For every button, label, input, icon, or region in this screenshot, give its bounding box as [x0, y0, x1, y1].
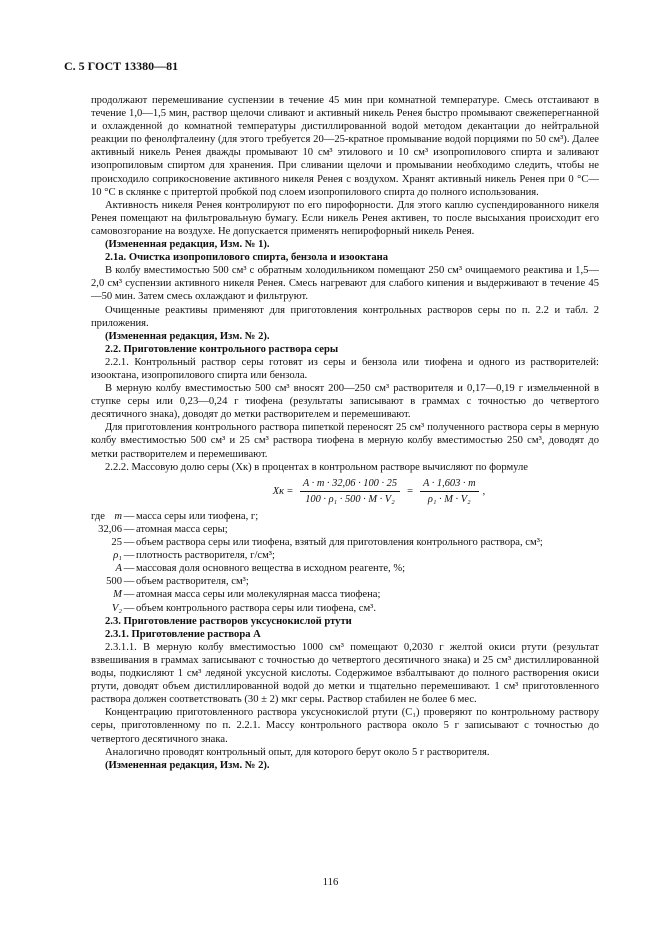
paragraph: Очищенные реактивы применяют для приготовления контрольных растворов серы по п. 2.2 и табл. 2 приложения. [91, 304, 599, 329]
definition-dash: — [123, 589, 135, 601]
definition-text: атомная масса серы или молекулярная масса тиофена; [136, 589, 381, 601]
formula-comma: , [482, 485, 486, 497]
paragraph: продолжают перемешивание суспензии в течение 45 мин при комнатной температуре. Смесь отстаивают в течение 1,0—1,5 мин, раствор щелочи сливают и активный никель Ренея быстро промывают свежеперегнанной и охлажденной до комнатной температуры дистиллированной водой методом декантации до нейтральной реакции по фенолфталеину (для этого требуется 20—25-кратное промывание водой порциями по 50 см³). Далее активный никель Ренея дважды промывают 10 см³ этилового и 10 см³ изопропилового спирта и заливают изопропиловым спиртом для хранения. При сливании щелочи и промывании необходимо следить, чтобы не происходило соприкосновение активного никеля Ренея с воздухом. Хранят активный никель Ренея при 0 °С—10 °С в склянке с притертой пробкой под слоем изопропилового спирта до полного использования. [91, 95, 599, 198]
formula-equals: = [287, 485, 293, 497]
definition-row [91, 536, 599, 549]
definition-symbol: 25 [111, 537, 122, 549]
document-body [91, 94, 599, 772]
definition-text: объем раствора серы или тиофена, взятый для приготовления контрольного раствора, см³; [136, 537, 543, 549]
definition-dash: — [123, 537, 135, 549]
definition-row [91, 602, 599, 615]
definition-dash: — [123, 563, 135, 575]
definition-row [91, 510, 599, 523]
edition-note: (Измененная редакция, Изм. № 1). [105, 239, 270, 251]
definition-symbol: 32,06 [98, 524, 122, 535]
paragraph: Для приготовления контрольного раствора пипеткой переносят 25 см³ полученного раствора серы в мерную колбу вместимостью 500 см³ и 25 см³ раствора тиофена в мерную колбу вместимостью 250 см³, доводят до метки растворителем и перемешивают. [91, 422, 599, 460]
paragraph: 2.2.2. Массовую долю серы (Xк) в процентах в контрольном растворе вычисляют по формуле [105, 461, 529, 473]
paragraph: В мерную колбу вместимостью 500 см³ вносят 200—250 см³ растворителя и 0,17—0,19 г измельченной в ступке серы или 0,23—0,24 г тиофена (результаты записывают в граммах с точностью до четвертого десятичного знака), доводят до метки растворителем и перемешивают. [91, 383, 599, 421]
section-heading: 2.2. Приготовление контрольного раствора серы [105, 343, 339, 355]
formula-numerator-1: A · m · 32,06 · 100 · 25 [300, 477, 400, 492]
definition-row [91, 588, 599, 601]
definition-symbol: m [114, 510, 122, 522]
definition-dash: — [123, 602, 135, 614]
section-heading: 2.3. Приготовление растворов уксуснокислой ртути [105, 615, 352, 627]
definition-dash: — [123, 524, 135, 535]
definition-dash: — [123, 550, 135, 562]
formula-numerator-2: A · 1,603 · m [420, 477, 479, 492]
definition-symbol: M [113, 589, 122, 601]
paragraph: Аналогично проводят контрольный опыт, для которого берут около 5 г растворителя. [105, 746, 490, 758]
definition-text: атомная масса серы; [136, 524, 228, 535]
definition-symbol: A [115, 563, 122, 575]
paragraph: 2.3.1.1. В мерную колбу вместимостью 1000 см³ помещают 0,2030 г желтой окиси ртути (результат взвешивания в граммах записывают с точностью до четвертого десятичного знака) и 25 см³ дистиллированной воды, подкисляют 1 см³ ледяной уксусной кислоты. Содержимое взбалтывают до полного растворения окиси ртути, доводят объем дистиллированной водой до метки и тщательно перемешивают. 1 см³ приготовленного раствора должен соответствовать (30 ± 2) мкг серы. Раствор стабилен не более 6 мес. [91, 641, 599, 706]
paragraph: 2.2.1. Контрольный раствор серы готовят из серы и бензола или тиофена и одного из растворителей: изооктана, изопропилового спирта или бензола. [91, 356, 599, 381]
definitions [91, 510, 599, 615]
paragraph: Активность никеля Ренея контролируют по его пирофорности. Для этого каплю суспендированного никеля Ренея помещают на фильтровальную бумагу. Если никель Ренея активен, то после высыхания происходит его самовозгорание на воздухе. Не допускается применять непирофорный никель Ренея. [91, 199, 599, 237]
formula-denominator-1: 100 · ρ₁ · 500 · M · V₂ [305, 493, 395, 505]
paragraph: В колбу вместимостью 500 см³ с обратным холодильником помещают 250 см³ очищаемого реактива и 1,5—2,0 см³ суспензии активного никеля Ренея. Смесь нагревают для слабого кипения и выдерживают в течение 45—50 мин. Затем смесь охлаждают и фильтруют. [91, 265, 599, 303]
page-number: 116 [322, 877, 339, 888]
definition-text: массовая доля основного вещества в исходном реагенте, %; [136, 563, 406, 575]
definition-symbol: 500 [106, 576, 122, 588]
definition-row [91, 562, 599, 575]
where-label: где [91, 510, 105, 522]
definition-row [91, 523, 599, 536]
page-header: С. 5 ГОСТ 13380—81 [64, 59, 179, 73]
formula-fraction-2 [420, 477, 479, 506]
definition-row [91, 549, 599, 562]
formula [159, 477, 599, 506]
definition-dash: — [123, 576, 135, 588]
formula-fraction-1 [300, 477, 400, 506]
definition-text: масса серы или тиофена, г; [136, 510, 259, 522]
definition-symbol: ρ₁ [113, 550, 122, 562]
definition-symbol: V₂ [111, 602, 122, 614]
edition-note: (Измененная редакция, Изм. № 2). [105, 330, 270, 342]
edition-note: (Измененная редакция, Изм. № 2). [105, 759, 270, 771]
definition-dash: — [123, 510, 135, 522]
definition-text: объем растворителя, см³; [136, 576, 249, 588]
formula-denominator-2: ρ₁ · M · V₂ [427, 493, 471, 505]
formula-equals: = [407, 485, 413, 497]
paragraph: Концентрацию приготовленного раствора уксуснокислой ртути (C₁) проверяют по контрольному раствору серы, приготовленному по п. 2.2.1. Массу контрольного раствора около 5 г записывают с точностью до четвертого десятичного знака. [91, 707, 599, 745]
section-heading: 2.1а. Очистка изопропилового спирта, бензола и изооктана [105, 252, 389, 264]
formula-lhs: Xк [272, 485, 284, 497]
definition-row [91, 575, 599, 588]
definition-text: объем контрольного раствора серы или тиофена, см³. [136, 602, 376, 614]
definition-text: плотность растворителя, г/см³; [136, 550, 275, 562]
subsection-heading: 2.3.1. Приготовление раствора А [105, 628, 261, 640]
